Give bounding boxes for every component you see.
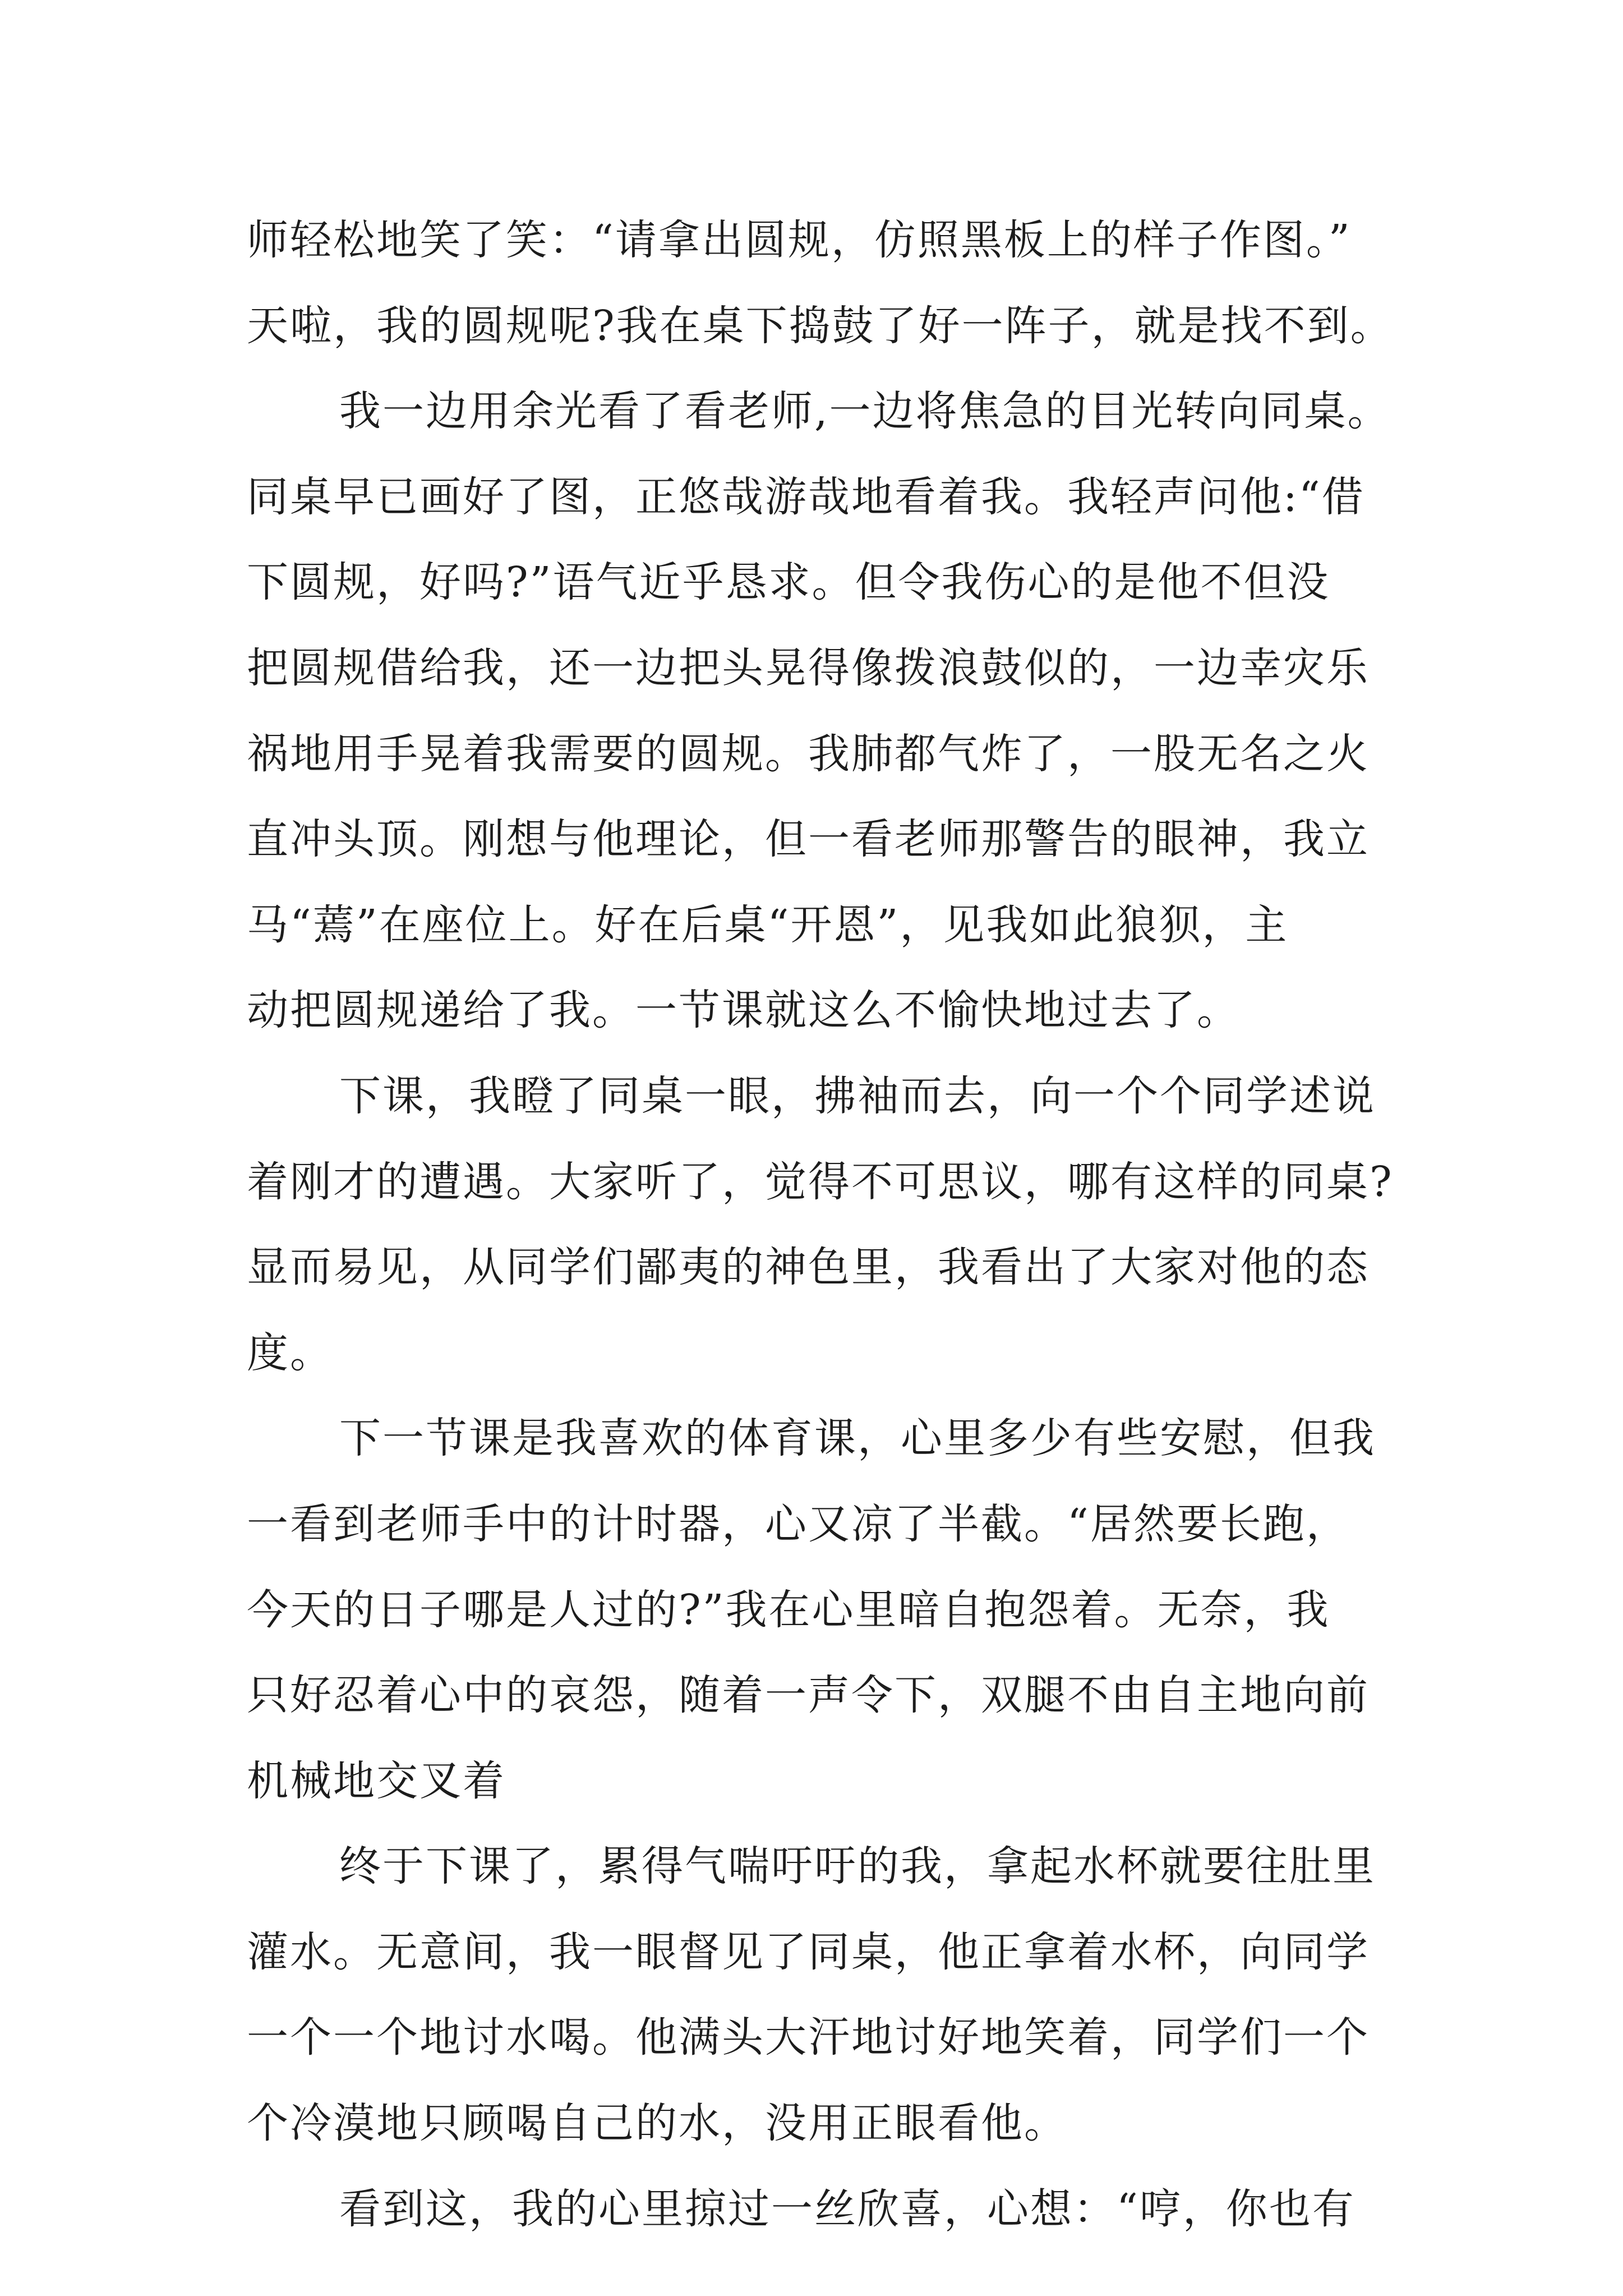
text-line: 一个一个地讨水喝。他满头大汗地讨好地笑着，同学们一个 <box>247 2013 1370 2062</box>
text-line: 直冲头顶。刚想与他理论，但一看老师那警告的眼神，我立 <box>247 815 1370 864</box>
text-line: 同桌早已画好了图，正悠哉游哉地看着我。我轻声问他:“借 <box>247 472 1365 521</box>
text-line: 祸地用手晃着我需要的圆规。我肺都气炸了，一股无名之火 <box>247 729 1370 778</box>
text-line: 灌水。无意间，我一眼督见了同桌，他正拿着水杯，向同学 <box>247 1927 1370 1976</box>
text-line: 一看到老师手中的计时器，心又凉了半截。“居然要长跑， <box>247 1499 1349 1548</box>
paragraph-first-line: 下课，我瞪了同桌一眼，拂袖而去，向一个个同学述说 <box>339 1071 1376 1120</box>
text-line: 只好忍着心中的哀怨，随着一声令下，双腿不由自主地向前 <box>247 1671 1370 1720</box>
text-line: 个冷漠地只顾喝自己的水，没用正眼看他。 <box>247 2099 1067 2148</box>
text-line: 今天的日子哪是人过的?”我在心里暗自抱怨着。无奈，我 <box>247 1585 1330 1634</box>
text-line: 马“蔫”在座位上。好在后桌“开恩”，见我如此狼狈，主 <box>247 900 1289 949</box>
text-line: 动把圆规递给了我。一节课就这么不愉快地过去了。 <box>247 986 1240 1035</box>
text-line: 显而易见，从同学们鄙夷的神色里，我看出了大家对他的态 <box>247 1243 1370 1292</box>
text-line: 师轻松地笑了笑：“请拿出圆规，仿照黑板上的样子作图。” <box>247 216 1352 264</box>
paragraph-first-line: 终于下课了，累得气喘吁吁的我，拿起水杯就要往肚里 <box>339 1842 1376 1891</box>
text-line: 度。 <box>247 1328 333 1377</box>
paragraph-first-line: 看到这，我的心里掠过一丝欣喜，心想：“哼，你也有 <box>339 2184 1355 2233</box>
text-line: 机械地交叉着 <box>247 1756 506 1805</box>
text-line: 下圆规，好吗?”语气近乎恳求。但令我伤心的是他不但没 <box>247 558 1330 607</box>
body-text <box>247 197 1394 2252</box>
text-line: 着刚才的遭遇。大家听了，觉得不可思议，哪有这样的同桌? <box>247 1157 1394 1206</box>
paragraph-first-line: 下一节课是我喜欢的体育课，心里多少有些安慰，但我 <box>339 1414 1376 1463</box>
text-line: 把圆规借给我，还一边把头晃得像拨浪鼓似的，一边幸灾乐 <box>247 643 1370 692</box>
text-line: 天啦，我的圆规呢?我在桌下捣鼓了好一阵子，就是找不到。 <box>247 301 1394 350</box>
paragraph-first-line: 我一边用余光看了看老师,一边将焦急的目光转向同桌。 <box>339 387 1391 436</box>
